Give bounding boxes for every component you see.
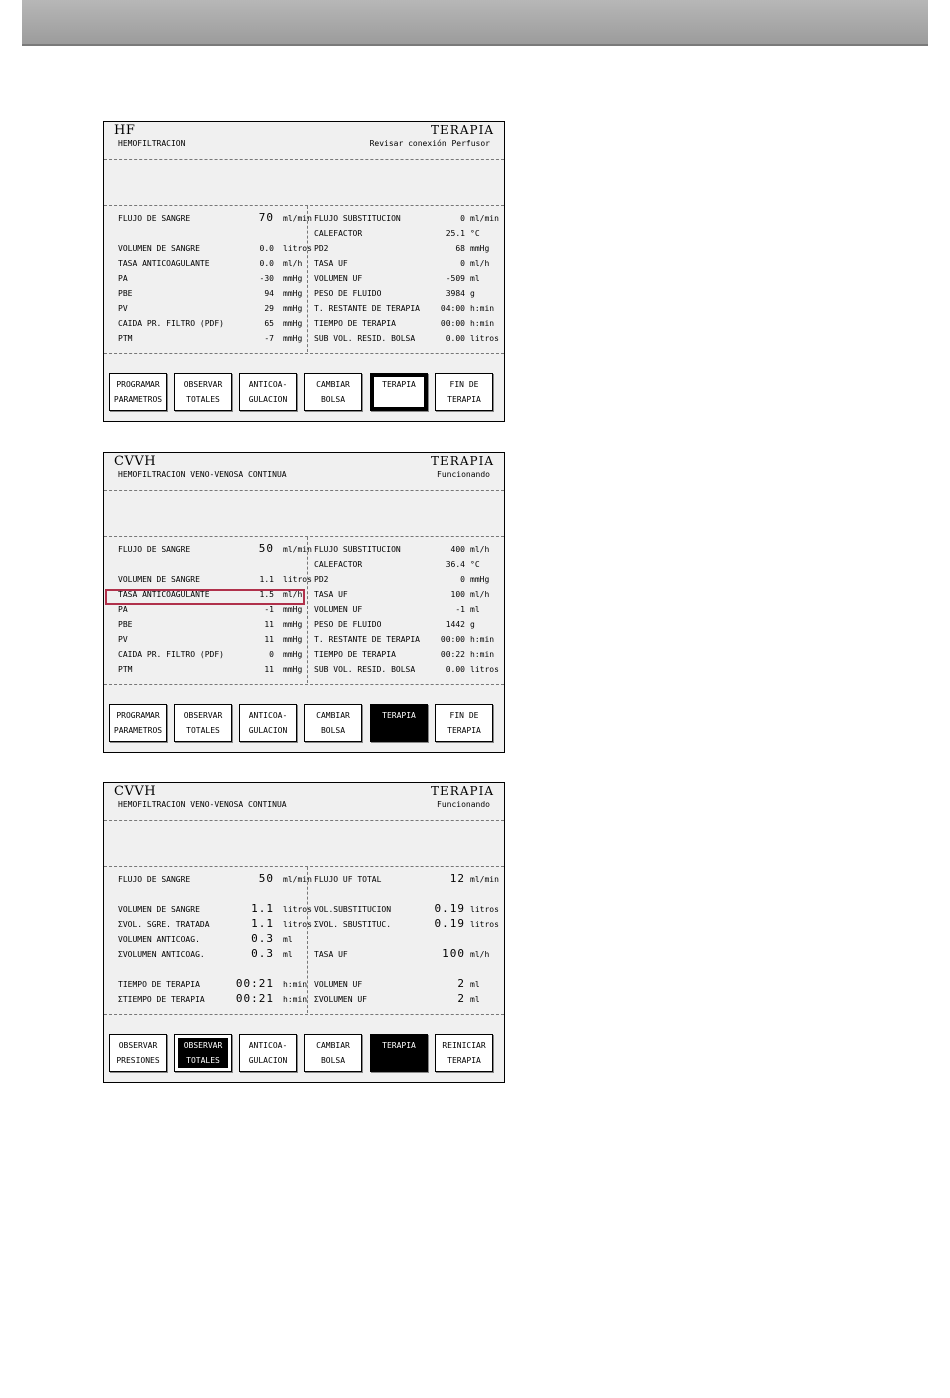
readout-unit: litros	[470, 920, 499, 929]
readout-value: 3984	[445, 289, 465, 298]
left-readout-row	[118, 258, 303, 270]
readout-unit: ml/min	[283, 875, 312, 884]
readout-value: 100	[450, 590, 465, 599]
readout-label: TIEMPO DE TERAPIA	[314, 650, 396, 659]
observar-totales-button[interactable]	[174, 1034, 232, 1072]
readout-label: TASA UF	[314, 950, 348, 959]
readout-unit: mmHg	[470, 575, 490, 584]
readout-value: 0	[269, 650, 274, 659]
readout-label: SUB VOL. RESID. BOLSA	[314, 665, 416, 674]
left-readout-row	[118, 664, 303, 676]
left-readout-row	[118, 574, 312, 586]
readout-label: FLUJO SUBSTITUCION	[314, 214, 401, 223]
readout-label: FLUJO DE SANGRE	[118, 545, 191, 554]
left-readout-row	[118, 318, 303, 330]
readout-unit: ml/min	[283, 214, 312, 223]
readout-value: 68	[455, 244, 465, 253]
readout-value: -1	[455, 605, 465, 614]
button-label: ANTICOA-	[248, 1041, 288, 1050]
readout-unit: mmHg	[283, 319, 303, 328]
right-readout-row	[314, 243, 502, 255]
readout-label: T. RESTANTE DE TERAPIA	[314, 304, 420, 313]
readout-unit: litros	[283, 244, 312, 253]
readout-value: 0	[460, 214, 465, 223]
mode-label: TERAPIA	[431, 454, 494, 468]
readout-unit: mmHg	[470, 244, 490, 253]
divider	[104, 866, 504, 867]
readout-value: 0.19	[434, 902, 465, 915]
readout-value: 12	[449, 872, 465, 885]
readout-label: PV	[118, 635, 128, 644]
readout-unit: ml/min	[470, 875, 499, 884]
left-readout-row	[118, 333, 303, 345]
readout-unit: ml/h	[470, 950, 490, 959]
readout-unit: litros	[470, 665, 499, 674]
readout-unit: h:min	[470, 650, 495, 659]
right-readout-row	[314, 664, 502, 676]
readout-label: PESO DE FLUIDO	[314, 289, 382, 298]
fin-de-terapia-button[interactable]	[435, 373, 493, 411]
readout-unit: mmHg	[283, 605, 303, 614]
readout-value: 0.3	[251, 947, 274, 960]
readout-unit: litros	[470, 905, 499, 914]
readout-unit: ml	[470, 980, 480, 989]
readout-unit: ml/min	[470, 214, 499, 223]
screen-title: HF	[114, 123, 136, 138]
button-label: OBSERVAR	[118, 1041, 158, 1050]
right-readout-row	[314, 318, 502, 330]
left-readout-row	[118, 619, 303, 631]
readout-label: ΣTIEMPO DE TERAPIA	[118, 995, 205, 1004]
readout-unit: h:min	[283, 995, 308, 1004]
divider	[104, 490, 504, 491]
screen-subtitle: HEMOFILTRACION VENO-VENOSA CONTINUA	[118, 800, 287, 809]
screen-subtitle: HEMOFILTRACION	[118, 139, 186, 148]
readout-unit: ml	[283, 950, 293, 959]
readout-value: 00:21	[235, 992, 274, 1005]
total-uf-flow-readout	[314, 874, 502, 886]
readout-value: 11	[264, 665, 274, 674]
right-readout-row	[314, 303, 502, 315]
readout-label: CAIDA PR. FILTRO (PDF)	[118, 650, 224, 659]
readout-value: 65	[264, 319, 274, 328]
right-readout-row	[314, 604, 502, 616]
right-readout-row	[314, 649, 502, 661]
right-readout-row	[314, 619, 502, 631]
button-label: OBSERVAR	[183, 1041, 223, 1050]
screen-cvvh-therapy	[103, 452, 505, 753]
divider	[104, 1014, 504, 1015]
button-label: PARAMETROS	[113, 395, 163, 404]
divider	[104, 159, 504, 160]
blood-flow-readout	[118, 872, 312, 886]
header-bar	[22, 0, 928, 46]
right-readout-row	[314, 273, 502, 285]
readout-unit: mmHg	[283, 620, 303, 629]
readout-label: CALEFACTOR	[314, 229, 363, 238]
readout-label: PESO DE FLUIDO	[314, 620, 382, 629]
left-readout-row	[118, 303, 303, 315]
readout-unit: mmHg	[283, 274, 303, 283]
terapia-button[interactable]	[370, 1034, 428, 1072]
button-label: BOLSA	[320, 726, 346, 735]
readout-unit: ml/min	[283, 545, 312, 554]
right-readout-row	[314, 559, 502, 571]
programar-parametros-button[interactable]	[109, 373, 167, 411]
readout-value: 0.00	[445, 334, 465, 343]
readout-label: VOLUMEN UF	[314, 980, 363, 989]
readout-value: 11	[264, 620, 274, 629]
fin-de-terapia-button[interactable]	[435, 704, 493, 742]
readout-label: VOLUMEN DE SANGRE	[118, 905, 200, 914]
readout-value: 2	[457, 992, 465, 1005]
right-readout-row	[314, 919, 502, 931]
readout-value: 36.4	[445, 560, 465, 569]
readout-unit: litros	[470, 334, 499, 343]
readout-unit: litros	[283, 905, 312, 914]
readout-unit: ml/h	[470, 259, 490, 268]
readout-value: 0	[460, 259, 465, 268]
readout-label: CAIDA PR. FILTRO (PDF)	[118, 319, 224, 328]
status-message: Funcionando	[437, 470, 490, 479]
readout-label: ΣVOLUMEN ANTICOAG.	[118, 950, 205, 959]
readout-unit: mmHg	[283, 665, 303, 674]
readout-value: 94	[264, 289, 274, 298]
readout-label: FLUJO SUBSTITUCION	[314, 545, 401, 554]
readout-unit: mmHg	[283, 635, 303, 644]
readout-label: PA	[118, 605, 128, 614]
readout-unit: mmHg	[283, 334, 303, 343]
readout-label: TASA ANTICOAGULANTE	[118, 590, 210, 599]
right-readout-row	[314, 949, 502, 961]
divider	[104, 684, 504, 685]
readout-value: 400	[450, 545, 465, 554]
readout-unit: mmHg	[283, 304, 303, 313]
right-readout-row	[314, 634, 502, 646]
screen-subtitle: HEMOFILTRACION VENO-VENOSA CONTINUA	[118, 470, 287, 479]
readout-unit: ml	[470, 274, 480, 283]
anticoagulacion-button[interactable]	[239, 1034, 297, 1072]
column-divider	[307, 867, 308, 1013]
button-label: CAMBIAR	[316, 380, 350, 389]
left-readout-row	[118, 902, 312, 916]
anticoagulacion-button[interactable]	[239, 373, 297, 411]
readout-unit: litros	[283, 575, 312, 584]
terapia-button[interactable]	[370, 373, 428, 411]
readout-label: VOL.SUBSTITUCION	[314, 905, 392, 914]
readout-value: -1	[264, 605, 274, 614]
cambiar-bolsa-button[interactable]	[304, 704, 362, 742]
readout-unit: g	[470, 289, 475, 298]
readout-value: 1.1	[259, 575, 274, 584]
readout-label: TASA UF	[314, 259, 348, 268]
left-readout-row	[118, 604, 303, 616]
right-readout-row	[314, 544, 502, 556]
button-label: TERAPIA	[447, 726, 481, 735]
readout-label: PD2	[314, 244, 329, 253]
reiniciar-terapia-button[interactable]	[435, 1034, 493, 1072]
readout-unit: h:min	[470, 319, 495, 328]
button-label: TERAPIA	[447, 1056, 481, 1065]
button-label: FIN DE	[449, 711, 479, 720]
readout-unit: ml/h	[470, 545, 490, 554]
readout-label: ΣVOLUMEN UF	[314, 995, 367, 1004]
readout-label: PA	[118, 274, 128, 283]
button-label: TOTALES	[186, 1056, 220, 1065]
button-label: PROGRAMAR	[116, 711, 160, 720]
readout-value: 50	[258, 542, 274, 555]
blood-flow-readout	[118, 542, 312, 556]
anticoagulant-rate-row	[118, 589, 303, 601]
readout-label: VOLUMEN UF	[314, 605, 363, 614]
readout-value: 0.19	[434, 917, 465, 930]
readout-label: ΣVOL. SGRE. TRATADA	[118, 920, 210, 929]
readout-unit: g	[470, 620, 475, 629]
mode-label: TERAPIA	[431, 784, 494, 798]
readout-unit: litros	[283, 920, 312, 929]
observar-totales-button[interactable]	[174, 373, 232, 411]
readout-value: 00:00	[440, 319, 465, 328]
readout-value: -7	[264, 334, 274, 343]
button-label: OBSERVAR	[183, 711, 223, 720]
right-readout-row	[314, 979, 502, 991]
screen-title: CVVH	[114, 784, 157, 799]
readout-label: VOLUMEN UF	[314, 274, 363, 283]
button-label: CAMBIAR	[316, 711, 350, 720]
readout-label: TASA UF	[314, 590, 348, 599]
observar-presiones-button[interactable]	[109, 1034, 167, 1072]
readout-label: PBE	[118, 620, 133, 629]
observar-totales-button[interactable]	[174, 704, 232, 742]
left-readout-row	[118, 288, 303, 300]
readout-value: 2	[457, 977, 465, 990]
readout-value: 100	[442, 947, 465, 960]
button-label: GULACION	[248, 726, 288, 735]
left-readout-row	[118, 917, 312, 931]
readout-value: 29	[264, 304, 274, 313]
right-readout-row	[314, 288, 502, 300]
button-label: BOLSA	[320, 1056, 346, 1065]
divider	[104, 820, 504, 821]
button-label: CAMBIAR	[316, 1041, 350, 1050]
readout-unit: ml/h	[470, 590, 490, 599]
readout-label: SUB VOL. RESID. BOLSA	[314, 334, 416, 343]
screen-hf-therapy	[103, 121, 505, 422]
button-label: PRESIONES	[116, 1056, 160, 1065]
readout-label: PTM	[118, 334, 133, 343]
button-label: TOTALES	[186, 726, 220, 735]
readout-label: TIEMPO DE TERAPIA	[118, 980, 200, 989]
button-label: ANTICOA-	[248, 711, 288, 720]
readout-label: PD2	[314, 575, 329, 584]
readout-unit: °C	[470, 229, 480, 238]
terapia-button[interactable]	[370, 704, 428, 742]
readout-label: VOLUMEN ANTICOAG.	[118, 935, 200, 944]
readout-value: 70	[258, 211, 274, 224]
column-divider	[307, 206, 308, 352]
anticoagulacion-button[interactable]	[239, 704, 297, 742]
right-readout-row	[314, 333, 502, 345]
readout-unit: mmHg	[283, 289, 303, 298]
right-readout-row	[314, 228, 502, 240]
button-label: PROGRAMAR	[116, 380, 160, 389]
readout-unit: h:min	[470, 635, 495, 644]
status-message: Revisar conexión Perfusor	[369, 139, 490, 148]
readout-value: 04:00	[440, 304, 465, 313]
mode-label: TERAPIA	[431, 123, 494, 137]
right-readout-row	[314, 904, 502, 916]
readout-label: FLUJO DE SANGRE	[118, 214, 191, 223]
status-message: Funcionando	[437, 800, 490, 809]
left-readout-row	[118, 243, 312, 255]
blood-flow-readout	[118, 211, 312, 225]
readout-label: PTM	[118, 665, 133, 674]
readout-unit: ml/h	[283, 590, 303, 599]
readout-value: -30	[259, 274, 274, 283]
readout-unit: h:min	[283, 980, 308, 989]
readout-unit: ml/h	[283, 259, 303, 268]
button-label: ANTICOA-	[248, 380, 288, 389]
readout-value: 0.0	[259, 244, 274, 253]
readout-label: FLUJO UF TOTAL	[314, 875, 382, 884]
right-readout-row	[314, 213, 502, 225]
right-readout-row	[314, 589, 502, 601]
readout-value: 0.00	[445, 665, 465, 674]
left-readout-row	[118, 634, 303, 646]
left-readout-row	[118, 977, 308, 991]
divider	[104, 536, 504, 537]
button-label: OBSERVAR	[183, 380, 223, 389]
left-readout-row	[118, 649, 303, 661]
readout-unit: ml	[470, 605, 480, 614]
programar-parametros-button[interactable]	[109, 704, 167, 742]
right-readout-row	[314, 258, 502, 270]
readout-value: 0	[460, 575, 465, 584]
button-label: TERAPIA	[382, 711, 416, 720]
button-label: TERAPIA	[447, 395, 481, 404]
readout-label: VOLUMEN DE SANGRE	[118, 244, 200, 253]
button-label: GULACION	[248, 1056, 288, 1065]
button-label: TOTALES	[186, 395, 220, 404]
readout-label: T. RESTANTE DE TERAPIA	[314, 635, 420, 644]
readout-label: TASA ANTICOAGULANTE	[118, 259, 210, 268]
readout-label: FLUJO DE SANGRE	[118, 875, 191, 884]
readout-unit: ml	[283, 935, 293, 944]
right-readout-row	[314, 994, 502, 1006]
column-divider	[307, 537, 308, 683]
readout-value: 00:21	[235, 977, 274, 990]
left-readout-row	[118, 273, 303, 285]
readout-value: 50	[258, 872, 274, 885]
cambiar-bolsa-button[interactable]	[304, 373, 362, 411]
right-readout-row	[314, 574, 502, 586]
left-readout-row	[118, 949, 303, 961]
left-readout-row	[118, 992, 308, 1006]
button-label: TERAPIA	[382, 380, 416, 389]
button-label: PARAMETROS	[113, 726, 163, 735]
left-readout-row	[118, 934, 303, 946]
readout-label: ΣVOL. SBUSTITUC.	[314, 920, 392, 929]
readout-value: 00:00	[440, 635, 465, 644]
readout-value: 0.3	[251, 932, 274, 945]
readout-value: 11	[264, 635, 274, 644]
readout-value: 25.1	[445, 229, 465, 238]
button-label: TERAPIA	[382, 1041, 416, 1050]
readout-label: CALEFACTOR	[314, 560, 363, 569]
screen-title: CVVH	[114, 454, 157, 469]
readout-value: 1.5	[259, 590, 274, 599]
button-label: FIN DE	[449, 380, 479, 389]
readout-value: 00:22	[440, 650, 465, 659]
readout-value: 1.1	[251, 917, 274, 930]
readout-value: -509	[445, 274, 465, 283]
divider	[104, 353, 504, 354]
button-label: GULACION	[248, 395, 288, 404]
readout-value: 1.1	[251, 902, 274, 915]
button-label: REINICIAR	[442, 1041, 486, 1050]
readout-value: 0.0	[259, 259, 274, 268]
screen-cvvh-totals	[103, 782, 505, 1083]
readout-unit: mmHg	[283, 650, 303, 659]
button-label: BOLSA	[320, 395, 346, 404]
readout-unit: °C	[470, 560, 480, 569]
cambiar-bolsa-button[interactable]	[304, 1034, 362, 1072]
readout-label: PV	[118, 304, 128, 313]
readout-label: VOLUMEN DE SANGRE	[118, 575, 200, 584]
divider	[104, 205, 504, 206]
readout-unit: ml	[470, 995, 480, 1004]
readout-label: TIEMPO DE TERAPIA	[314, 319, 396, 328]
readout-unit: h:min	[470, 304, 495, 313]
readout-value: 1442	[445, 620, 465, 629]
readout-label: PBE	[118, 289, 133, 298]
